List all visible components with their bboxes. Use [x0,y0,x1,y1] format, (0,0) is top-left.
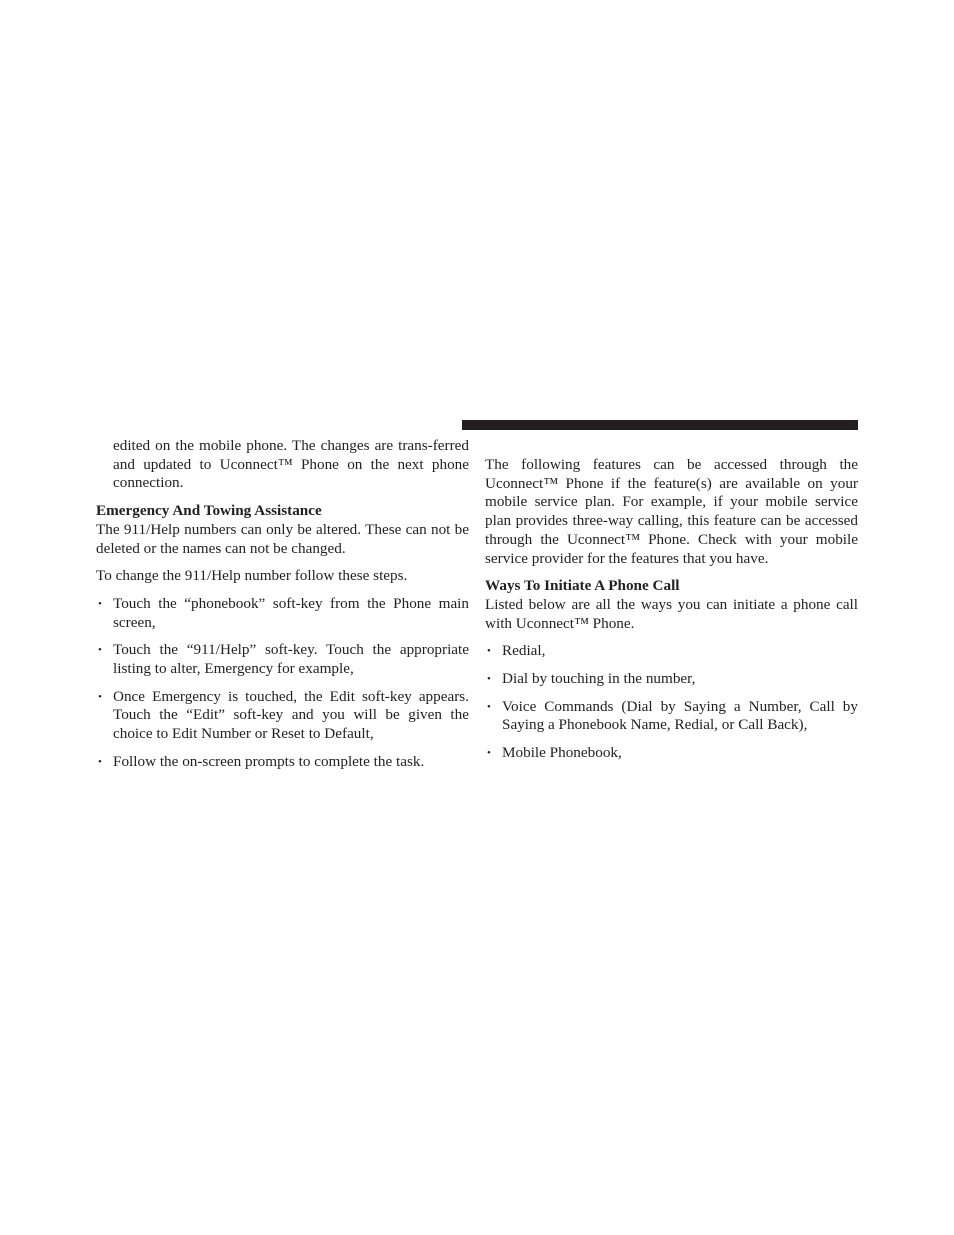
list-item: • Dial by touching in the number, [487,670,696,688]
bullet-icon: • [98,644,102,657]
emergency-paragraph: The 911/Help numbers can only be altered. These can not be deleted or the names can not be changed. [96,520,469,557]
list-item: • Redial, [487,642,546,660]
section-rule [462,420,858,430]
left-column [96,437,469,772]
bullet-icon: • [98,755,102,768]
call-methods-list [485,642,858,763]
continuation-paragraph: edited on the mobile phone. The changes are trans-ferred and updated to Uconnect™ Phone on the next phone connection. [113,437,469,492]
bullet-icon: • [487,645,491,658]
initiate-call-paragraph: Listed below are all the ways you can initiate a phone call with Uconnect™ Phone. [485,595,858,632]
bullet-icon: • [487,747,491,760]
list-item: • Touch the “phonebook” soft-key from the Phone main screen, [98,594,469,631]
features-paragraph: The following features can be accessed through the Uconnect™ Phone if the feature(s) are available on your mobile service plan. For example, if your mobile service plan provides three-way calling, this feature can be accessed through the Uconnect™ Phone. Check with your mobile service provider for the features that you have. [485,456,858,567]
bullet-icon: • [487,673,491,686]
initiate-call-heading: Ways To Initiate A Phone Call [485,577,680,595]
list-item: • Voice Commands (Dial by Saying a Number, Call by Saying a Phonebook Name, Redial, or Call Back), [487,697,858,734]
change-number-paragraph: To change the 911/Help number follow these steps. [96,567,408,585]
bullet-icon: • [98,597,102,610]
right-column [485,456,858,763]
list-item: • Mobile Phonebook, [487,744,622,762]
list-item: • Follow the on-screen prompts to complete the task. [98,752,425,770]
emergency-steps-list [96,595,469,772]
bullet-icon: • [98,690,102,703]
list-item: • Touch the “911/Help” soft-key. Touch the appropriate listing to alter, Emergency for example, [98,641,469,678]
bullet-icon: • [487,700,491,713]
list-item: • Once Emergency is touched, the Edit soft-key appears. Touch the “Edit” soft-key and you will be given the choice to Edit Number or Reset to Default, [98,687,469,743]
emergency-heading: Emergency And Towing Assistance [96,502,322,520]
